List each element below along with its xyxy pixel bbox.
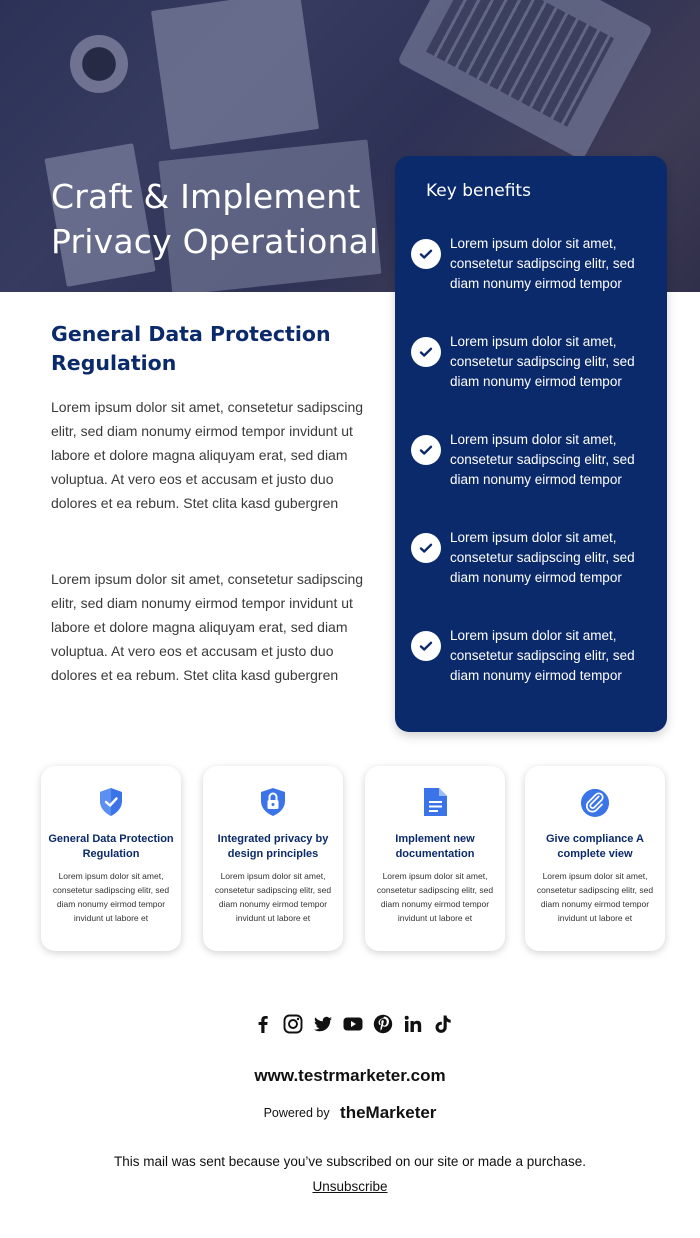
shield-check-icon xyxy=(96,786,126,818)
subscription-notice: This mail was sent because you’ve subscribed on our site or made a purchase. xyxy=(114,1154,586,1169)
unsubscribe-link[interactable]: Unsubscribe xyxy=(312,1179,388,1194)
key-benefits-heading: Key benefits xyxy=(426,181,531,201)
benefit-text: Lorem ipsum dolor sit amet, consetetur sadipscing elitr, sed diam nonumy eirmod tempor xyxy=(450,236,635,291)
benefit-item xyxy=(411,626,651,696)
benefit-item xyxy=(411,332,651,402)
feature-text: Lorem ipsum dolor sit amet, consetetur sadipscing elitr, sed diam nonumy eirmod tempor invidunt ut labore et xyxy=(376,871,494,923)
feature-card xyxy=(525,766,665,951)
linkedin-icon[interactable] xyxy=(402,1012,424,1036)
benefit-text: Lorem ipsum dolor sit amet, consetetur sadipscing elitr, sed diam nonumy eirmod tempor xyxy=(450,432,635,487)
feature-text: Lorem ipsum dolor sit amet, consetetur sadipscing elitr, sed diam nonumy eirmod tempor invidunt ut labore et xyxy=(536,871,654,923)
tiktok-icon[interactable] xyxy=(432,1012,454,1036)
check-icon xyxy=(411,435,441,465)
lock-shield-icon xyxy=(258,786,288,818)
youtube-icon[interactable] xyxy=(342,1012,364,1036)
social-links xyxy=(252,1011,454,1037)
website-link[interactable]: www.testrmarketer.com xyxy=(254,1066,446,1085)
benefit-item xyxy=(411,234,651,304)
benefit-text: Lorem ipsum dolor sit amet, consetetur sadipscing elitr, sed diam nonumy eirmod tempor xyxy=(450,334,635,389)
twitter-icon[interactable] xyxy=(312,1012,334,1036)
check-icon xyxy=(411,239,441,269)
key-benefits-panel xyxy=(395,156,667,732)
body-paragraph: Lorem ipsum dolor sit amet, consetetur sadipscing elitr, sed diam nonumy eirmod tempor invidunt ut labore et dolore magna aliquyam erat, sed diam voluptua. At vero eos et accusam et justo duo dolores et ea rebum. Stet clita kasd gubergren xyxy=(51,571,364,683)
check-icon xyxy=(411,533,441,563)
hero-title: Craft & Implement Privacy Operational xyxy=(51,177,379,261)
benefit-item xyxy=(411,528,651,598)
check-icon xyxy=(411,337,441,367)
benefit-text: Lorem ipsum dolor sit amet, consetetur sadipscing elitr, sed diam nonumy eirmod tempor xyxy=(450,628,635,683)
document-icon xyxy=(420,786,450,818)
check-icon xyxy=(411,631,441,661)
benefit-text: Lorem ipsum dolor sit amet, consetetur sadipscing elitr, sed diam nonumy eirmod tempor xyxy=(450,530,635,585)
paperclip-icon xyxy=(580,786,610,818)
feature-text: Lorem ipsum dolor sit amet, consetetur sadipscing elitr, sed diam nonumy eirmod tempor invidunt ut labore et xyxy=(52,871,170,923)
powered-by-label: Powered by xyxy=(263,1106,330,1120)
body-paragraph: Lorem ipsum dolor sit amet, consetetur sadipscing elitr, sed diam nonumy eirmod tempor invidunt ut labore et dolore magna aliquyam erat, sed diam voluptua. At vero eos et accusam et justo duo dolores et ea rebum. Stet clita kasd gubergren xyxy=(51,399,364,511)
feature-card xyxy=(41,766,181,951)
benefit-item xyxy=(411,430,651,500)
instagram-icon[interactable] xyxy=(282,1012,304,1036)
pinterest-icon[interactable] xyxy=(372,1012,394,1036)
feature-title: Integrated privacy by design principles xyxy=(217,833,329,860)
feature-card xyxy=(365,766,505,951)
feature-text: Lorem ipsum dolor sit amet, consetetur sadipscing elitr, sed diam nonumy eirmod tempor invidunt ut labore et xyxy=(214,871,332,923)
feature-title: General Data Protection Regulation xyxy=(48,833,174,860)
powered-by xyxy=(0,1103,700,1123)
feature-card xyxy=(203,766,343,951)
feature-title: Give compliance A complete view xyxy=(545,833,645,860)
section-title: General Data Protection Regulation xyxy=(51,322,331,375)
feature-title: Implement new documentation xyxy=(395,833,475,860)
facebook-icon[interactable] xyxy=(252,1012,274,1036)
brand-logo[interactable]: theMarketer xyxy=(340,1103,437,1122)
